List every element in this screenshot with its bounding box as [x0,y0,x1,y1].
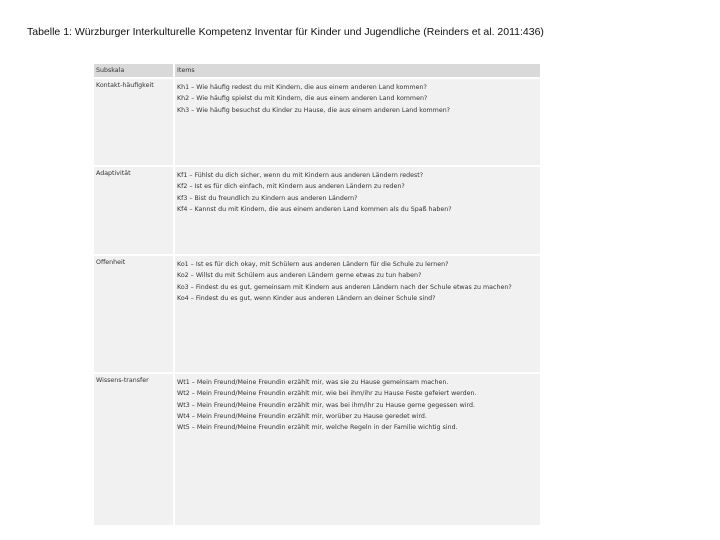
table-row [94,256,540,372]
item-line: Kh3 – Wie häufig besuchst du Kinder zu Hause, die aus einem anderen Land kommen? [177,106,451,114]
table-row [94,167,540,254]
item-line: Wt5 – Mein Freund/Meine Freundin erzählt mir, welche Regeln in der Familie wichtig sind. [177,424,458,432]
header-subskala: Subskala [96,67,125,74]
item-line: Ko3 – Findest du es gut, gemeinsam mit Kindern aus anderen Ländern nach der Schule etwas zu machen? [177,283,512,291]
item-line: Kf4 – Kannst du mit Kindern, die aus einem anderen Land kommen als du Spaß haben? [177,205,452,213]
table-row [94,374,540,525]
table-caption: Tabelle 1: Würzburger Interkulturelle Kompetenz Inventar für Kinder und Jugendliche (Reinders et al. 2011:436) [27,26,544,38]
table-header-row [94,64,540,77]
item-line: Kh2 – Wie häufig spielst du mit Kindern, die aus einem anderen Land kommen? [177,95,428,103]
item-line: Wt3 – Mein Freund/Meine Freundin erzählt mir, was bei ihm/ihr zu Hause gerne gegessen wird. [177,401,475,409]
items-cell [173,167,540,254]
subskala-cell: Wissens-transfer [96,377,149,384]
subskala-cell: Offenheit [96,259,126,266]
subskala-cell: Adaptivität [96,170,131,177]
items-cell [173,79,540,165]
table-row [94,79,540,165]
items-cell [173,256,540,372]
item-line: Ko2 – Willst du mit Schülern aus anderen Ländern gerne etwas zu tun haben? [177,272,422,280]
item-line: Wt4 – Mein Freund/Meine Freundin erzählt mir, worüber zu Hause geredet wird. [177,412,427,420]
item-line: Ko4 – Findest du es gut, wenn Kinder aus anderen Ländern an deiner Schule sind? [177,294,436,302]
item-line: Kh1 – Wie häufig redest du mit Kindern, die aus einem anderen Land kommen? [177,84,427,91]
items-cell [173,374,540,525]
item-line: Kf3 – Bist du freundlich zu Kindern aus anderen Ländern? [177,194,358,202]
header-items: Items [173,64,540,77]
item-line: Kf1 – Fühlst du dich sicher, wenn du mit Kindern aus anderen Ländern redest? [177,172,424,179]
inventory-table [94,64,540,525]
item-line: Ko1 – Ist es für dich okay, mit Schülern aus anderen Ländern für die Schule zu lernen? [177,261,449,268]
item-line: Wt2 – Mein Freund/Meine Freundin erzählt mir, wie bei ihm/ihr zu Hause Feste gefeiert werden. [177,390,477,398]
item-line: Wt1 – Mein Freund/Meine Freundin erzählt mir, was sie zu Hause gemeinsam machen. [177,379,449,386]
subskala-cell: Kontakt-häufigkeit [96,82,154,89]
item-line: Kf2 – Ist es für dich einfach, mit Kindern aus anderen Ländern zu reden? [177,183,405,191]
